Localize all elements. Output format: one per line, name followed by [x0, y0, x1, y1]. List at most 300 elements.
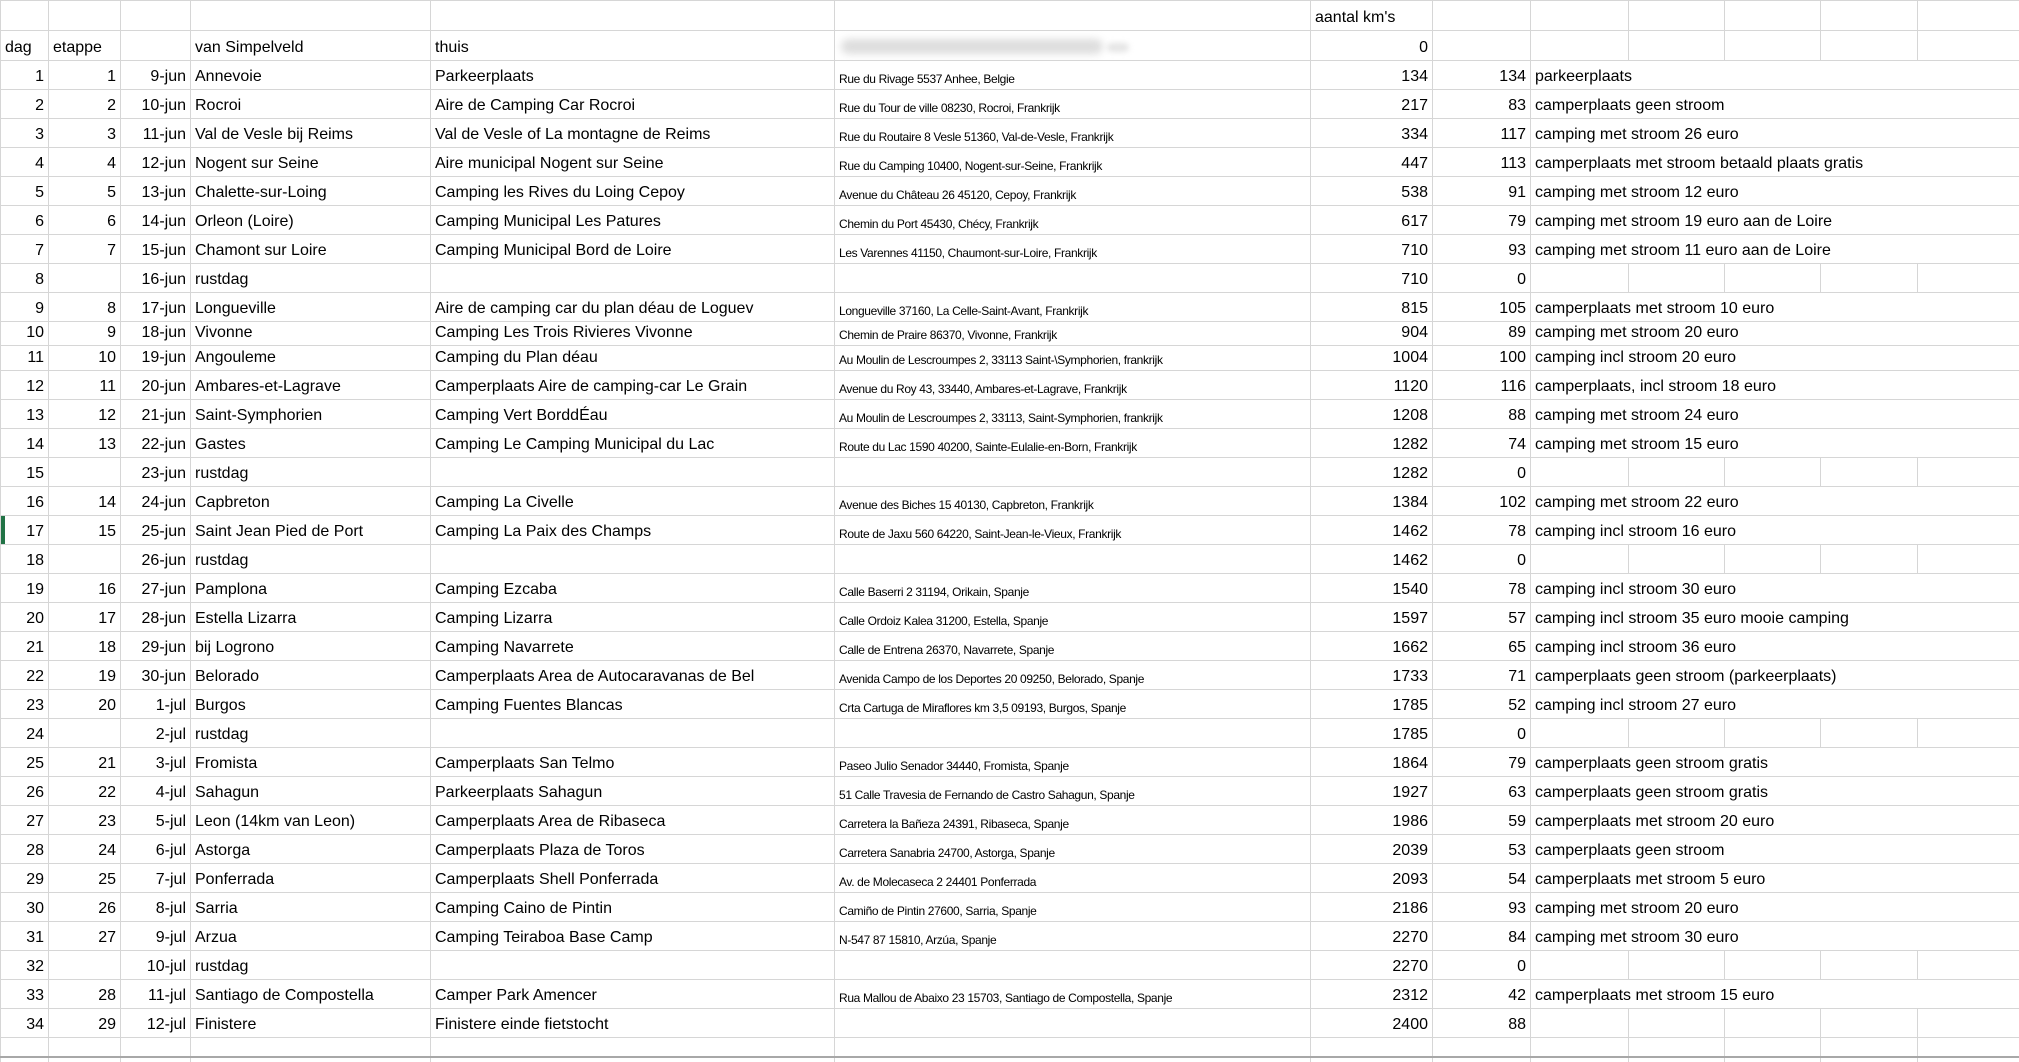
cell-afstand[interactable]: 78 — [1433, 516, 1531, 545]
cell-afstand[interactable]: 52 — [1433, 690, 1531, 719]
cell-empty[interactable] — [1918, 1, 2019, 31]
cell-empty[interactable] — [1629, 264, 1725, 293]
cell-datum[interactable]: 27-jun — [121, 574, 191, 603]
cell-km[interactable]: 1864 — [1311, 748, 1433, 777]
cell-empty[interactable] — [431, 1, 835, 31]
cell-dag[interactable]: 16 — [1, 487, 49, 516]
cell-thuis[interactable] — [431, 458, 835, 487]
cell-dag[interactable]: 32 — [1, 951, 49, 980]
cell-dag[interactable]: 26 — [1, 777, 49, 806]
cell-datum[interactable]: 6-jul — [121, 835, 191, 864]
cell-van[interactable]: Belorado — [191, 661, 431, 690]
cell-km[interactable]: 1462 — [1311, 516, 1433, 545]
cell-afstand[interactable]: 79 — [1433, 748, 1531, 777]
cell-empty[interactable] — [1725, 1009, 1821, 1038]
cell-opmerking[interactable]: camperplaats geen stroom gratis — [1531, 777, 2019, 806]
cell-dag-selected[interactable]: 17 — [1, 516, 49, 545]
cell-km[interactable]: 1282 — [1311, 458, 1433, 487]
cell-km[interactable]: 1733 — [1311, 661, 1433, 690]
header-thuis[interactable]: thuis — [431, 31, 835, 61]
cell-afstand[interactable]: 93 — [1433, 893, 1531, 922]
cell-km[interactable]: 2039 — [1311, 835, 1433, 864]
cell-km[interactable]: 1120 — [1311, 371, 1433, 400]
cell-empty[interactable] — [1433, 31, 1531, 61]
cell-dag[interactable]: 15 — [1, 458, 49, 487]
cell-datum[interactable]: 22-jun — [121, 429, 191, 458]
cell-van[interactable]: Angouleme — [191, 346, 431, 371]
cell-datum[interactable]: 15-jun — [121, 235, 191, 264]
cell-thuis[interactable]: Camper Park Amencer — [431, 980, 835, 1009]
cell-thuis[interactable]: Camperplaats Plaza de Toros — [431, 835, 835, 864]
cell-empty[interactable] — [1918, 264, 2019, 293]
cell-dag[interactable]: 30 — [1, 893, 49, 922]
cell-adres[interactable] — [835, 1009, 1311, 1038]
cell-adres[interactable] — [835, 545, 1311, 574]
cell-opmerking[interactable]: camping met stroom 19 euro aan de Loire — [1531, 206, 2019, 235]
cell-empty[interactable] — [1629, 951, 1725, 980]
cell-van[interactable]: Orleon (Loire) — [191, 206, 431, 235]
cell-empty[interactable] — [1, 1038, 49, 1062]
cell-empty[interactable] — [1918, 458, 2019, 487]
cell-etappe[interactable]: 5 — [49, 177, 121, 206]
cell-km[interactable]: 217 — [1311, 90, 1433, 119]
cell-adres[interactable]: Rue du Camping 10400, Nogent-sur-Seine, Frankrijk — [835, 148, 1311, 177]
cell-opmerking[interactable]: camping met stroom 22 euro — [1531, 487, 2019, 516]
cell-dag[interactable]: 29 — [1, 864, 49, 893]
cell-etappe[interactable] — [49, 545, 121, 574]
cell-etappe[interactable]: 3 — [49, 119, 121, 148]
cell-afstand[interactable]: 83 — [1433, 90, 1531, 119]
cell-dag[interactable]: 31 — [1, 922, 49, 951]
cell-afstand[interactable]: 102 — [1433, 487, 1531, 516]
cell-afstand[interactable]: 89 — [1433, 322, 1531, 346]
cell-van[interactable]: Pamplona — [191, 574, 431, 603]
cell-opmerking[interactable]: camping incl stroom 36 euro — [1531, 632, 2019, 661]
cell-empty[interactable] — [1918, 1009, 2019, 1038]
cell-datum[interactable]: 16-jun — [121, 264, 191, 293]
cell-empty[interactable] — [1821, 458, 1918, 487]
cell-adres[interactable] — [835, 951, 1311, 980]
cell-dag[interactable]: 20 — [1, 603, 49, 632]
cell-km[interactable]: 538 — [1311, 177, 1433, 206]
cell-afstand[interactable]: 42 — [1433, 980, 1531, 1009]
cell-etappe[interactable]: 13 — [49, 429, 121, 458]
cell-km[interactable]: 1540 — [1311, 574, 1433, 603]
cell-km[interactable]: 1785 — [1311, 719, 1433, 748]
cell-adres[interactable] — [835, 264, 1311, 293]
cell-km[interactable]: 1662 — [1311, 632, 1433, 661]
cell-dag[interactable]: 24 — [1, 719, 49, 748]
cell-km[interactable]: 2186 — [1311, 893, 1433, 922]
cell-opmerking[interactable]: camping met stroom 26 euro — [1531, 119, 2019, 148]
cell-thuis[interactable] — [431, 719, 835, 748]
cell-km[interactable]: 904 — [1311, 322, 1433, 346]
cell-dag[interactable]: 34 — [1, 1009, 49, 1038]
cell-dag[interactable]: 21 — [1, 632, 49, 661]
cell-empty[interactable] — [1531, 1009, 1629, 1038]
cell-adres[interactable]: Rue du Rivage 5537 Anhee, Belgie — [835, 61, 1311, 90]
cell-van[interactable]: Santiago de Compostella — [191, 980, 431, 1009]
cell-empty[interactable] — [1725, 1038, 1821, 1062]
cell-van[interactable]: Saint-Symphorien — [191, 400, 431, 429]
cell-datum[interactable]: 23-jun — [121, 458, 191, 487]
cell-opmerking[interactable]: camping incl stroom 20 euro — [1531, 346, 2019, 371]
cell-adres[interactable]: Chemin du Port 45430, Chécy, Frankrijk — [835, 206, 1311, 235]
cell-datum[interactable]: 10-jun — [121, 90, 191, 119]
cell-dag[interactable]: 33 — [1, 980, 49, 1009]
cell-empty[interactable] — [1918, 545, 2019, 574]
cell-km[interactable]: 2270 — [1311, 951, 1433, 980]
cell-afstand[interactable]: 57 — [1433, 603, 1531, 632]
cell-empty[interactable] — [1821, 31, 1918, 61]
cell-afstand[interactable]: 74 — [1433, 429, 1531, 458]
cell-thuis[interactable]: Camperplaats San Telmo — [431, 748, 835, 777]
cell-empty[interactable] — [1821, 1038, 1918, 1062]
cell-adres[interactable]: Les Varennes 41150, Chaumont-sur-Loire, Frankrijk — [835, 235, 1311, 264]
cell-empty[interactable] — [191, 1038, 431, 1062]
cell-van[interactable]: Fromista — [191, 748, 431, 777]
cell-afstand[interactable]: 0 — [1433, 951, 1531, 980]
cell-datum[interactable]: 18-jun — [121, 322, 191, 346]
cell-datum[interactable]: 13-jun — [121, 177, 191, 206]
cell-dag[interactable]: 19 — [1, 574, 49, 603]
cell-empty[interactable] — [1725, 458, 1821, 487]
cell-thuis[interactable]: Finistere einde fietstocht — [431, 1009, 835, 1038]
header-etappe[interactable]: etappe — [49, 31, 121, 61]
cell-adres[interactable]: 51 Calle Travesia de Fernando de Castro Sahagun, Spanje — [835, 777, 1311, 806]
cell-opmerking[interactable]: camperplaats geen stroom gratis — [1531, 748, 2019, 777]
cell-adres[interactable]: Crta Cartuga de Miraflores km 3,5 09193, Burgos, Spanje — [835, 690, 1311, 719]
cell-van[interactable]: Rocroi — [191, 90, 431, 119]
cell-thuis[interactable]: Camping Municipal Les Patures — [431, 206, 835, 235]
cell-thuis[interactable]: Parkeerplaats Sahagun — [431, 777, 835, 806]
cell-adres[interactable]: Avenue des Biches 15 40130, Capbreton, Frankrijk — [835, 487, 1311, 516]
cell-thuis[interactable]: Aire de camping car du plan déau de Loguev — [431, 293, 835, 322]
cell-van[interactable]: rustdag — [191, 545, 431, 574]
cell-opmerking[interactable]: camping incl stroom 35 euro mooie camping — [1531, 603, 2019, 632]
cell-opmerking[interactable]: camping incl stroom 27 euro — [1531, 690, 2019, 719]
cell-etappe[interactable]: 14 — [49, 487, 121, 516]
cell-empty[interactable] — [1725, 951, 1821, 980]
cell-van[interactable]: bij Logrono — [191, 632, 431, 661]
cell-afstand[interactable]: 0 — [1433, 545, 1531, 574]
cell-afstand[interactable]: 88 — [1433, 1009, 1531, 1038]
cell-empty[interactable] — [835, 1, 1311, 31]
cell-opmerking[interactable]: camperplaats, incl stroom 18 euro — [1531, 371, 2019, 400]
cell-etappe[interactable]: 23 — [49, 806, 121, 835]
cell-adres[interactable]: Avenue du Roy 43, 33440, Ambares-et-Lagrave, Frankrijk — [835, 371, 1311, 400]
cell-etappe[interactable]: 7 — [49, 235, 121, 264]
cell-thuis[interactable]: Camping Fuentes Blancas — [431, 690, 835, 719]
cell-datum[interactable]: 8-jul — [121, 893, 191, 922]
cell-dag[interactable]: 4 — [1, 148, 49, 177]
cell-empty[interactable] — [1821, 719, 1918, 748]
cell-empty[interactable] — [1629, 1009, 1725, 1038]
cell-empty[interactable] — [1725, 1, 1821, 31]
cell-afstand[interactable]: 59 — [1433, 806, 1531, 835]
cell-thuis[interactable]: Camperplaats Area de Ribaseca — [431, 806, 835, 835]
cell-etappe[interactable]: 24 — [49, 835, 121, 864]
cell-van[interactable]: Chalette-sur-Loing — [191, 177, 431, 206]
cell-etappe[interactable]: 12 — [49, 400, 121, 429]
cell-etappe[interactable]: 18 — [49, 632, 121, 661]
cell-van[interactable]: Gastes — [191, 429, 431, 458]
cell-adres[interactable]: Au Moulin de Lescroumpes 2, 33113 Saint-\Symphorien, frankrijk — [835, 346, 1311, 371]
cell-opmerking[interactable]: camping met stroom 24 euro — [1531, 400, 2019, 429]
cell-datum[interactable]: 3-jul — [121, 748, 191, 777]
cell-afstand[interactable]: 134 — [1433, 61, 1531, 90]
cell-thuis[interactable]: Camperplaats Aire de camping-car Le Grain — [431, 371, 835, 400]
cell-afstand[interactable]: 65 — [1433, 632, 1531, 661]
cell-adres[interactable]: Carretera Sanabria 24700, Astorga, Spanje — [835, 835, 1311, 864]
cell-etappe[interactable]: 27 — [49, 922, 121, 951]
cell-empty[interactable] — [431, 1038, 835, 1062]
cell-empty[interactable] — [191, 1, 431, 31]
cell-van[interactable]: rustdag — [191, 951, 431, 980]
cell-km[interactable]: 617 — [1311, 206, 1433, 235]
cell-adres[interactable]: Rua Mallou de Abaixo 23 15703, Santiago de Compostella, Spanje — [835, 980, 1311, 1009]
cell-thuis[interactable] — [431, 545, 835, 574]
cell-datum[interactable]: 25-jun — [121, 516, 191, 545]
cell-thuis[interactable]: Camping Navarrete — [431, 632, 835, 661]
cell-thuis[interactable]: Camping Ezcaba — [431, 574, 835, 603]
cell-datum[interactable]: 5-jul — [121, 806, 191, 835]
cell-datum[interactable]: 14-jun — [121, 206, 191, 235]
cell-afstand[interactable]: 117 — [1433, 119, 1531, 148]
cell-opmerking[interactable]: camperplaats met stroom betaald plaats gratis — [1531, 148, 2019, 177]
cell-dag[interactable]: 5 — [1, 177, 49, 206]
cell-empty[interactable] — [1629, 1038, 1725, 1062]
cell-van[interactable]: rustdag — [191, 264, 431, 293]
cell-afstand[interactable]: 105 — [1433, 293, 1531, 322]
cell-etappe[interactable]: 25 — [49, 864, 121, 893]
cell-afstand[interactable]: 78 — [1433, 574, 1531, 603]
cell-adres[interactable]: Paseo Julio Senador 34440, Fromista, Spanje — [835, 748, 1311, 777]
cell-km[interactable]: 134 — [1311, 61, 1433, 90]
cell-empty[interactable] — [1918, 951, 2019, 980]
cell-empty[interactable] — [1918, 31, 2019, 61]
cell-etappe[interactable]: 19 — [49, 661, 121, 690]
cell-datum[interactable]: 30-jun — [121, 661, 191, 690]
cell-etappe[interactable]: 6 — [49, 206, 121, 235]
cell-dag[interactable]: 11 — [1, 346, 49, 371]
cell-empty[interactable] — [1629, 31, 1725, 61]
cell-km[interactable]: 2093 — [1311, 864, 1433, 893]
cell-empty[interactable] — [1629, 458, 1725, 487]
cell-etappe[interactable]: 16 — [49, 574, 121, 603]
cell-km[interactable]: 815 — [1311, 293, 1433, 322]
cell-thuis[interactable]: Camping La Civelle — [431, 487, 835, 516]
cell-empty[interactable] — [1725, 545, 1821, 574]
cell-dag[interactable]: 3 — [1, 119, 49, 148]
header-km-start[interactable]: 0 — [1311, 31, 1433, 61]
cell-datum[interactable]: 4-jul — [121, 777, 191, 806]
cell-thuis[interactable]: Camperplaats Area de Autocaravanas de Bel — [431, 661, 835, 690]
cell-dag[interactable]: 7 — [1, 235, 49, 264]
cell-etappe[interactable]: 29 — [49, 1009, 121, 1038]
cell-datum[interactable]: 11-jun — [121, 119, 191, 148]
cell-thuis[interactable]: Aire municipal Nogent sur Seine — [431, 148, 835, 177]
cell-etappe[interactable] — [49, 719, 121, 748]
cell-datum[interactable]: 24-jun — [121, 487, 191, 516]
cell-opmerking[interactable]: camping incl stroom 30 euro — [1531, 574, 2019, 603]
cell-empty[interactable] — [1433, 1038, 1531, 1062]
cell-datum[interactable]: 1-jul — [121, 690, 191, 719]
cell-etappe[interactable]: 4 — [49, 148, 121, 177]
cell-datum[interactable]: 12-jun — [121, 148, 191, 177]
cell-empty[interactable] — [1531, 1038, 1629, 1062]
cell-van[interactable]: Nogent sur Seine — [191, 148, 431, 177]
cell-afstand[interactable]: 84 — [1433, 922, 1531, 951]
cell-opmerking[interactable]: camping incl stroom 16 euro — [1531, 516, 2019, 545]
cell-thuis[interactable]: Camping Teiraboa Base Camp — [431, 922, 835, 951]
cell-afstand[interactable]: 100 — [1433, 346, 1531, 371]
cell-afstand[interactable]: 91 — [1433, 177, 1531, 206]
cell-adres[interactable]: Calle Baserri 2 31194, Orikain, Spanje — [835, 574, 1311, 603]
cell-etappe[interactable]: 22 — [49, 777, 121, 806]
cell-van[interactable]: Ambares-et-Lagrave — [191, 371, 431, 400]
cell-empty[interactable] — [1629, 545, 1725, 574]
cell-empty[interactable] — [1725, 31, 1821, 61]
cell-dag[interactable]: 22 — [1, 661, 49, 690]
cell-opmerking[interactable]: camperplaats met stroom 5 euro — [1531, 864, 2019, 893]
cell-etappe[interactable]: 9 — [49, 322, 121, 346]
cell-thuis[interactable]: Camping les Rives du Loing Cepoy — [431, 177, 835, 206]
cell-van[interactable]: Burgos — [191, 690, 431, 719]
cell-empty[interactable] — [1311, 1038, 1433, 1062]
cell-opmerking[interactable]: camping met stroom 20 euro — [1531, 322, 2019, 346]
cell-empty[interactable] — [1531, 264, 1629, 293]
cell-datum[interactable]: 20-jun — [121, 371, 191, 400]
cell-opmerking[interactable]: camping met stroom 20 euro — [1531, 893, 2019, 922]
cell-empty[interactable] — [835, 1038, 1311, 1062]
cell-km[interactable]: 2400 — [1311, 1009, 1433, 1038]
cell-afstand[interactable]: 71 — [1433, 661, 1531, 690]
cell-datum[interactable]: 7-jul — [121, 864, 191, 893]
cell-thuis[interactable]: Camperplaats Shell Ponferrada — [431, 864, 835, 893]
cell-etappe[interactable]: 26 — [49, 893, 121, 922]
cell-empty[interactable] — [121, 31, 191, 61]
cell-opmerking[interactable]: camperplaats geen stroom — [1531, 90, 2019, 119]
cell-adres[interactable] — [835, 719, 1311, 748]
cell-empty[interactable] — [1531, 1, 1629, 31]
cell-dag[interactable]: 14 — [1, 429, 49, 458]
cell-thuis[interactable]: Val de Vesle of La montagne de Reims — [431, 119, 835, 148]
cell-van[interactable]: Saint Jean Pied de Port — [191, 516, 431, 545]
cell-etappe[interactable]: 2 — [49, 90, 121, 119]
cell-dag[interactable]: 18 — [1, 545, 49, 574]
cell-empty[interactable] — [49, 1, 121, 31]
redacted-address-cell[interactable] — [835, 31, 1311, 61]
cell-etappe[interactable]: 8 — [49, 293, 121, 322]
cell-afstand[interactable]: 0 — [1433, 458, 1531, 487]
cell-adres[interactable]: Calle Ordoiz Kalea 31200, Estella, Spanje — [835, 603, 1311, 632]
cell-van[interactable]: rustdag — [191, 719, 431, 748]
cell-empty[interactable] — [1531, 719, 1629, 748]
cell-km[interactable]: 1208 — [1311, 400, 1433, 429]
cell-etappe[interactable] — [49, 458, 121, 487]
cell-datum[interactable]: 9-jun — [121, 61, 191, 90]
cell-van[interactable]: Annevoie — [191, 61, 431, 90]
cell-km[interactable]: 447 — [1311, 148, 1433, 177]
cell-dag[interactable]: 25 — [1, 748, 49, 777]
cell-empty[interactable] — [1821, 1, 1918, 31]
cell-afstand[interactable]: 54 — [1433, 864, 1531, 893]
cell-empty[interactable] — [1629, 1, 1725, 31]
cell-etappe[interactable]: 21 — [49, 748, 121, 777]
cell-datum[interactable]: 19-jun — [121, 346, 191, 371]
cell-thuis[interactable] — [431, 951, 835, 980]
cell-empty[interactable] — [1725, 264, 1821, 293]
cell-van[interactable]: Finistere — [191, 1009, 431, 1038]
cell-thuis[interactable]: Camping Caino de Pintin — [431, 893, 835, 922]
cell-adres[interactable]: Chemin de Praire 86370, Vivonne, Frankrijk — [835, 322, 1311, 346]
cell-opmerking[interactable]: camping met stroom 12 euro — [1531, 177, 2019, 206]
cell-thuis[interactable]: Camping Municipal Bord de Loire — [431, 235, 835, 264]
cell-opmerking[interactable]: camping met stroom 11 euro aan de Loire — [1531, 235, 2019, 264]
cell-dag[interactable]: 23 — [1, 690, 49, 719]
cell-etappe[interactable]: 20 — [49, 690, 121, 719]
cell-km[interactable]: 2270 — [1311, 922, 1433, 951]
cell-empty[interactable] — [121, 1, 191, 31]
cell-adres[interactable]: Camiño de Pintin 27600, Sarria, Spanje — [835, 893, 1311, 922]
cell-thuis[interactable]: Aire de Camping Car Rocroi — [431, 90, 835, 119]
cell-km[interactable]: 1597 — [1311, 603, 1433, 632]
cell-adres[interactable]: Longueville 37160, La Celle-Saint-Avant, Frankrijk — [835, 293, 1311, 322]
cell-afstand[interactable]: 0 — [1433, 264, 1531, 293]
cell-km[interactable]: 710 — [1311, 264, 1433, 293]
cell-adres[interactable]: Carretera la Bañeza 24391, Ribaseca, Spanje — [835, 806, 1311, 835]
cell-etappe[interactable] — [49, 951, 121, 980]
cell-adres[interactable]: Route de Jaxu 560 64220, Saint-Jean-le-Vieux, Frankrijk — [835, 516, 1311, 545]
cell-adres[interactable]: Av. de Molecaseca 2 24401 Ponferrada — [835, 864, 1311, 893]
cell-empty[interactable] — [1629, 719, 1725, 748]
cell-van[interactable]: Leon (14km van Leon) — [191, 806, 431, 835]
cell-van[interactable]: Sarria — [191, 893, 431, 922]
cell-km[interactable]: 1785 — [1311, 690, 1433, 719]
cell-afstand[interactable]: 53 — [1433, 835, 1531, 864]
cell-empty[interactable] — [1821, 264, 1918, 293]
cell-thuis[interactable]: Camping Les Trois Rivieres Vivonne — [431, 322, 835, 346]
cell-thuis[interactable]: Camping Vert BorddÉau — [431, 400, 835, 429]
cell-datum[interactable]: 2-jul — [121, 719, 191, 748]
cell-km[interactable]: 1462 — [1311, 545, 1433, 574]
cell-km[interactable]: 1004 — [1311, 346, 1433, 371]
cell-thuis[interactable]: Camping La Paix des Champs — [431, 516, 835, 545]
cell-empty[interactable] — [1918, 719, 2019, 748]
cell-thuis[interactable]: Camping Le Camping Municipal du Lac — [431, 429, 835, 458]
cell-etappe[interactable]: 10 — [49, 346, 121, 371]
cell-dag[interactable]: 9 — [1, 293, 49, 322]
cell-dag[interactable]: 13 — [1, 400, 49, 429]
cell-empty[interactable] — [1821, 951, 1918, 980]
cell-adres[interactable]: Calle de Entrena 26370, Navarrete, Spanje — [835, 632, 1311, 661]
cell-datum[interactable]: 11-jul — [121, 980, 191, 1009]
cell-adres[interactable] — [835, 458, 1311, 487]
cell-afstand[interactable]: 93 — [1433, 235, 1531, 264]
cell-dag[interactable]: 8 — [1, 264, 49, 293]
cell-datum[interactable]: 21-jun — [121, 400, 191, 429]
cell-opmerking[interactable]: camperplaats geen stroom (parkeerplaats) — [1531, 661, 2019, 690]
cell-van[interactable]: Sahagun — [191, 777, 431, 806]
cell-van[interactable]: rustdag — [191, 458, 431, 487]
cell-etappe[interactable]: 17 — [49, 603, 121, 632]
cell-afstand[interactable]: 116 — [1433, 371, 1531, 400]
cell-adres[interactable]: Au Moulin de Lescroumpes 2, 33113, Saint-Symphorien, frankrijk — [835, 400, 1311, 429]
cell-opmerking[interactable]: camping met stroom 30 euro — [1531, 922, 2019, 951]
cell-afstand[interactable]: 0 — [1433, 719, 1531, 748]
cell-adres[interactable]: Avenue du Château 26 45120, Cepoy, Frankrijk — [835, 177, 1311, 206]
